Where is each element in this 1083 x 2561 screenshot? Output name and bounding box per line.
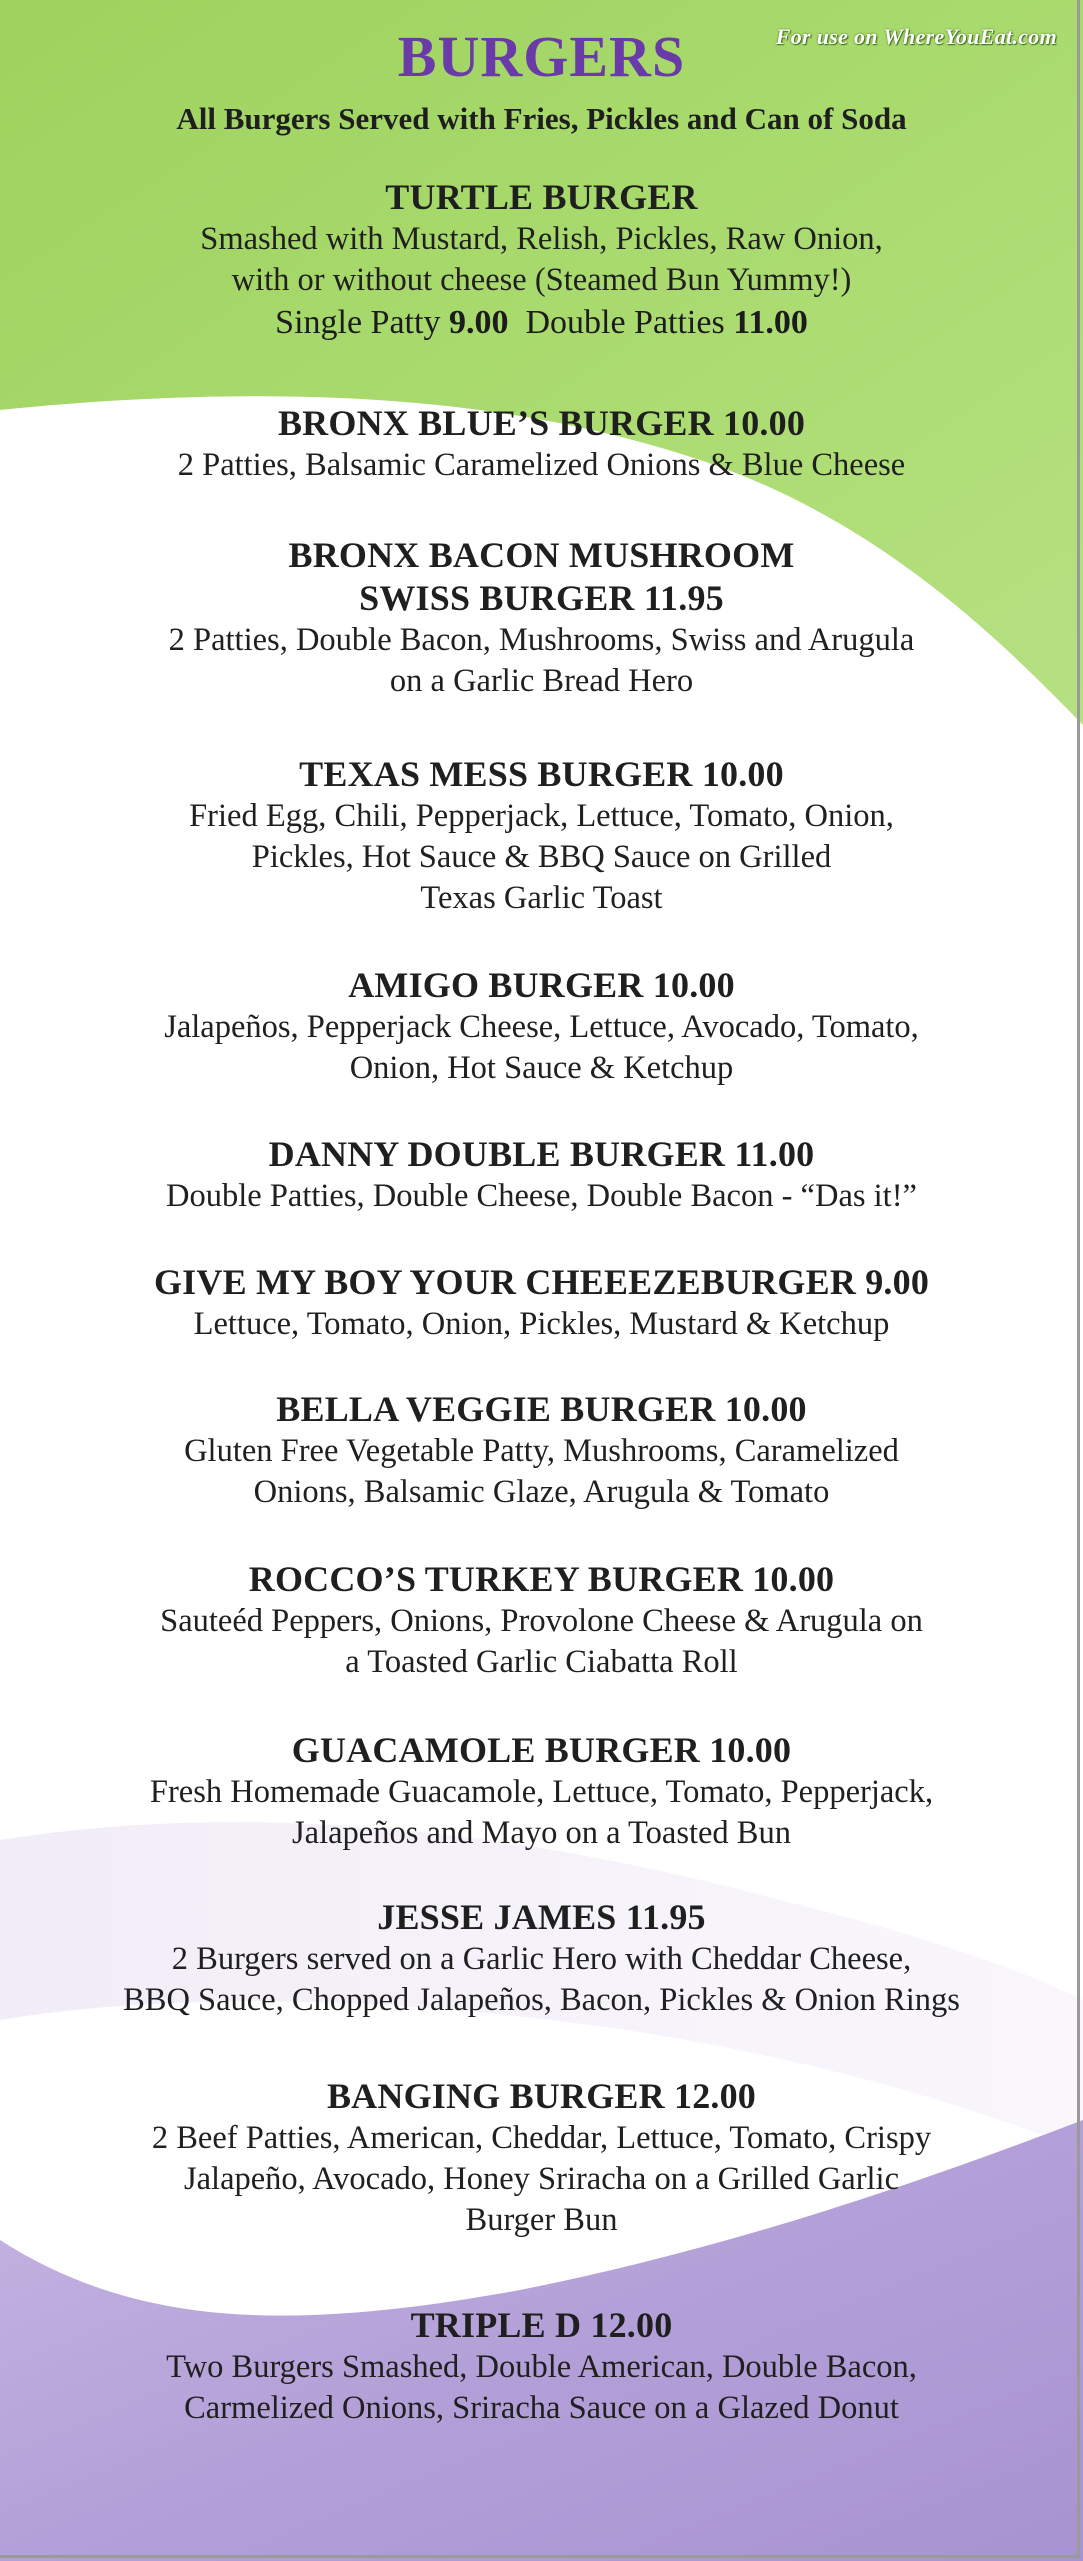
item-name: BELLA VEGGIE BURGER 10.00 [276,1389,807,1429]
item-description-line: Pickles, Hot Sauce & BBQ Sauce on Grilled [251,839,832,875]
item-description-line: 2 Patties, Double Bacon, Mushrooms, Swiss and Arugula [168,622,915,658]
item-description-line: Lettuce, Tomato, Onion, Pickles, Mustard & Ketchup [193,1306,890,1342]
menu-item [0,402,1083,486]
menu-item [0,1896,1083,2021]
double-patties-price: 11.00 [733,304,808,341]
item-name: TURTLE BURGER [385,177,698,217]
item-description-line: 2 Beef Patties, American, Cheddar, Lettuce, Tomato, Crispy [151,2120,932,2156]
menu-item [0,176,1083,345]
watermark-text: For use on WhereYouEat.com [775,24,1057,49]
item-description-line: Fresh Homemade Guacamole, Lettuce, Tomato, Pepperjack, [149,1774,934,1810]
item-description-line: 2 Patties, Balsamic Caramelized Onions & Blue Cheese [177,447,906,483]
item-name: AMIGO BURGER 10.00 [348,965,735,1005]
item-description-line: Jalapeños, Pepperjack Cheese, Lettuce, Avocado, Tomato, [164,1009,919,1045]
item-description-line: Texas Garlic Toast [420,880,663,916]
menu-item [0,2075,1083,2241]
menu-item [0,1729,1083,1854]
item-name: BRONX BACON MUSHROOM [288,535,795,575]
item-name: TRIPLE D 12.00 [410,2305,673,2345]
menu-item [0,964,1083,1089]
menu-item [0,1261,1083,1345]
item-description-line: Double Patties, Double Cheese, Double Bacon - “Das it!” [166,1178,917,1214]
double-patties-label: Double Patties [525,304,725,341]
item-description-line: on a Garlic Bread Hero [389,663,694,699]
menu-item [0,753,1083,919]
item-description-line: Onion, Hot Sauce & Ketchup [349,1050,734,1086]
item-description-line: Jalapeños and Mayo on a Toasted Bun [292,1815,791,1851]
menu-item [0,1388,1083,1513]
item-description-line: Two Burgers Smashed, Double American, Double Bacon, [166,2349,917,2385]
item-name: DANNY DOUBLE BURGER 11.00 [268,1134,815,1174]
item-name: JESSE JAMES 11.95 [377,1897,706,1937]
menu-item [0,534,1083,702]
item-description-line: Jalapeño, Avocado, Honey Sriracha on a Grilled Garlic [183,2161,900,2197]
item-name: GUACAMOLE BURGER 10.00 [291,1730,792,1770]
item-description-line: Gluten Free Vegetable Patty, Mushrooms, Caramelized [184,1433,899,1469]
single-patty-price: 9.00 [448,304,509,341]
item-name: TEXAS MESS BURGER 10.00 [299,754,784,794]
menu-item [0,1133,1083,1217]
page-title: BURGERS [397,24,686,89]
item-name: BANGING BURGER 12.00 [326,2076,757,2116]
item-description-line: Fried Egg, Chili, Pepperjack, Lettuce, Tomato, Onion, [189,798,894,834]
item-description-line: Smashed with Mustard, Relish, Pickles, Raw Onion, [200,221,883,257]
menu-item [0,1558,1083,1683]
item-name: SWISS BURGER 11.95 [359,578,724,618]
item-description-line: Carmelized Onions, Sriracha Sauce on a Glazed Donut [184,2390,899,2426]
item-description-line: 2 Burgers served on a Garlic Hero with Cheddar Cheese, [171,1941,912,1977]
item-name: GIVE MY BOY YOUR CHEEEZEBURGER 9.00 [153,1262,930,1302]
item-name: ROCCO’S TURKEY BURGER 10.00 [248,1559,835,1599]
item-description-line: Sauteéd Peppers, Onions, Provolone Cheese & Arugula on [160,1603,923,1639]
menu-item [0,2304,1083,2429]
single-patty-label: Single Patty [275,304,441,341]
item-description-line: with or without cheese (Steamed Bun Yummy!) [231,262,852,298]
item-name: BRONX BLUE’S BURGER 10.00 [277,403,806,443]
item-description-line: a Toasted Garlic Ciabatta Roll [345,1644,738,1680]
item-description-line: BBQ Sauce, Chopped Jalapeños, Bacon, Pickles & Onion Rings [123,1982,960,2018]
price-line [0,301,1083,345]
page-subtitle: All Burgers Served with Fries, Pickles and Can of Soda [176,101,907,136]
item-description-line: Onions, Balsamic Glaze, Arugula & Tomato [253,1474,830,1510]
item-description-line: Burger Bun [465,2202,618,2238]
